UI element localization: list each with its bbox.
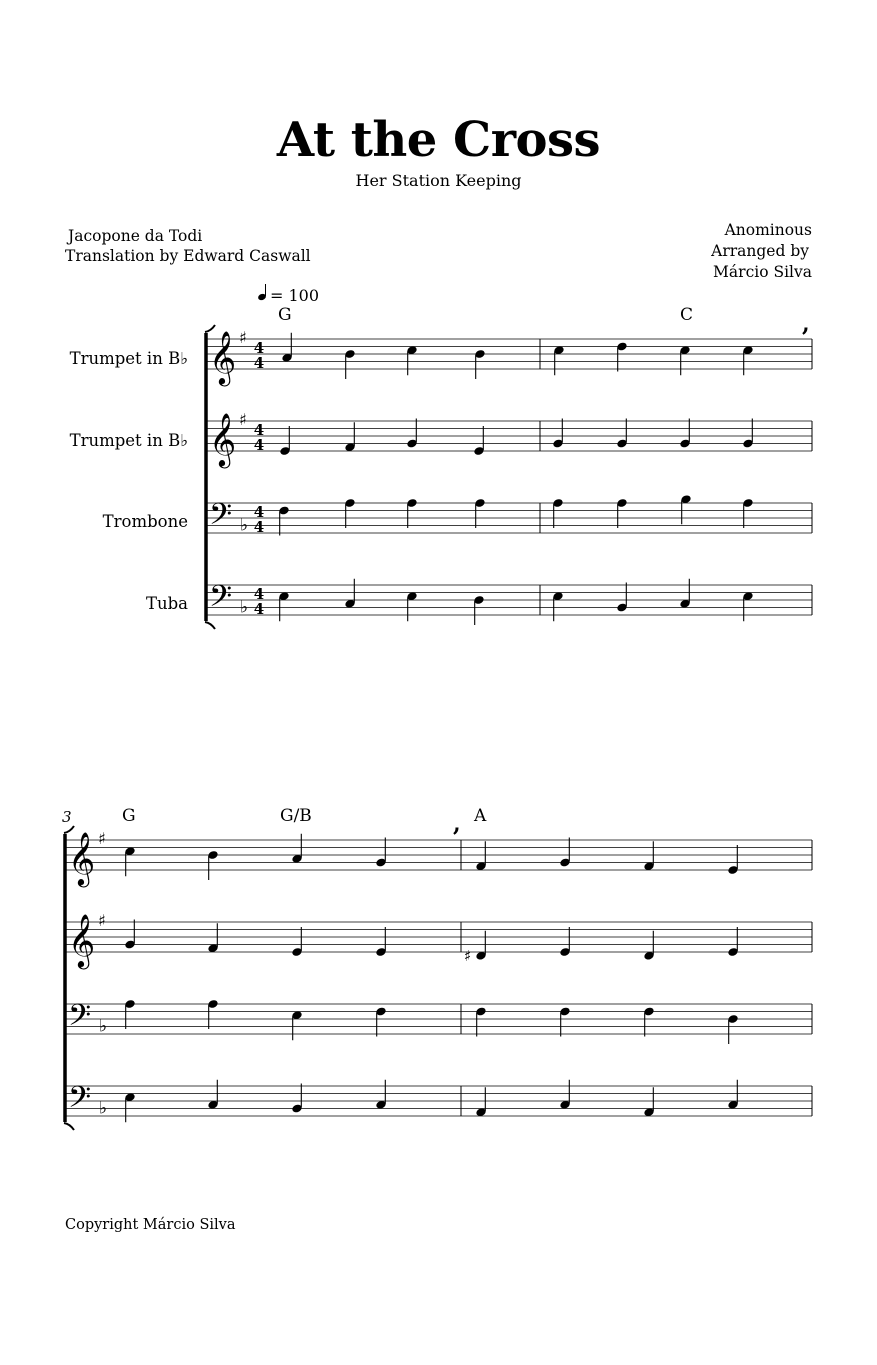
- instrument-name-trombone: Trombone: [102, 512, 188, 531]
- tempo-value: = 100: [270, 286, 320, 305]
- tempo-marking: [257, 284, 319, 305]
- treble-clef: 𝄞: [68, 831, 96, 885]
- time-signature-numerator: 4: [253, 339, 265, 357]
- key-signature-flat: ♭: [240, 597, 249, 618]
- instrument-name-trumpet-1: Trumpet in B♭: [69, 349, 188, 368]
- time-signature-numerator: 4: [253, 503, 265, 521]
- treble-clef: 𝄞: [209, 330, 237, 384]
- key-signature-sharp: ♯: [239, 410, 247, 429]
- key-signature-sharp: ♯: [98, 829, 106, 848]
- key-signature-sharp: ♯: [239, 328, 247, 347]
- key-signature-flat: ♭: [240, 515, 249, 536]
- chord-symbol: G/B: [280, 806, 312, 826]
- piece-title: At the Cross: [276, 112, 601, 168]
- time-signature-denominator: 4: [253, 518, 265, 536]
- chord-symbol: G: [278, 305, 292, 325]
- time-signature-denominator: 4: [253, 600, 265, 618]
- composer-credit: Anominous: [724, 221, 812, 239]
- time-signature-numerator: 4: [253, 421, 265, 439]
- chord-symbol: G: [122, 806, 136, 826]
- bass-clef: 𝄢: [68, 1081, 92, 1122]
- arranger-credit: Márcio Silva: [713, 263, 812, 281]
- chord-symbol: A: [474, 806, 487, 826]
- bracket-hook-bottom: [205, 622, 215, 629]
- key-signature-sharp: ♯: [98, 911, 106, 930]
- breath-mark: ,: [453, 811, 461, 837]
- bracket-hook-bottom: [64, 1123, 74, 1130]
- treble-clef: 𝄞: [209, 412, 237, 466]
- poet-credit: Jacopone da Todi: [68, 227, 203, 245]
- chord-symbol: C: [680, 305, 694, 325]
- bass-clef: 𝄢: [68, 999, 92, 1040]
- breath-mark: ,: [802, 311, 810, 337]
- translator-credit: Translation by Edward Caswall: [65, 247, 311, 265]
- instrument-name-tuba: Tuba: [145, 594, 188, 613]
- treble-clef: 𝄞: [68, 913, 96, 967]
- arranged-by-label: Arranged by: [711, 242, 809, 260]
- accidental-sharp: ♯: [464, 946, 472, 965]
- time-signature-denominator: 4: [253, 436, 265, 454]
- key-signature-flat: ♭: [99, 1016, 108, 1037]
- piece-subtitle: Her Station Keeping: [355, 171, 522, 190]
- time-signature-numerator: 4: [253, 585, 265, 603]
- bass-clef: 𝄢: [209, 498, 233, 539]
- measure-number: 3: [62, 808, 72, 826]
- time-signature-denominator: 4: [253, 354, 265, 372]
- instrument-name-trumpet-2: Trumpet in B♭: [69, 431, 188, 450]
- bass-clef: 𝄢: [209, 580, 233, 621]
- copyright-notice: Copyright Márcio Silva: [65, 1217, 236, 1233]
- key-signature-flat: ♭: [99, 1098, 108, 1119]
